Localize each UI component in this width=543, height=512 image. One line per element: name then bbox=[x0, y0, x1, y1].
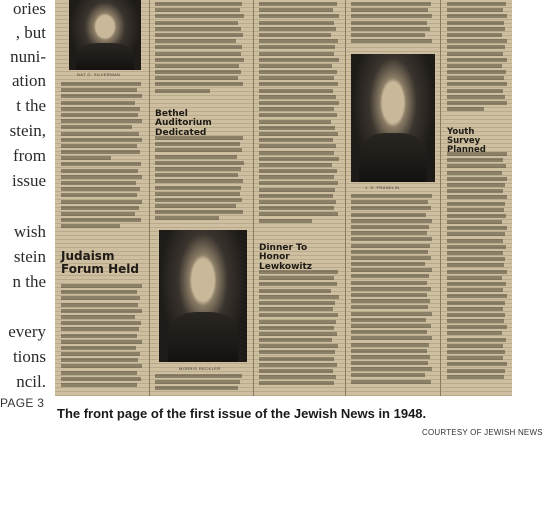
page-number: PAGE 3 bbox=[0, 396, 45, 410]
article-body bbox=[351, 194, 435, 396]
photo-credit: COURTESY OF JEWISH NEWS bbox=[422, 428, 543, 437]
headline-dinner-lewkowitz: Dinner To Honor Lewkowitz bbox=[259, 243, 313, 272]
article-body bbox=[259, 270, 341, 396]
article-body bbox=[61, 82, 145, 244]
portrait-photo bbox=[159, 230, 247, 362]
photo-caption: The front page of the first issue of the Jewish News in 1948. bbox=[57, 406, 427, 421]
newspaper-photo bbox=[55, 0, 512, 396]
text-line: every bbox=[8, 322, 46, 341]
text-line: ories bbox=[12, 0, 46, 18]
article-body bbox=[351, 2, 435, 50]
column-rule bbox=[149, 0, 150, 396]
article-body bbox=[155, 2, 247, 102]
text-line: from bbox=[12, 146, 46, 165]
portrait-photo bbox=[69, 0, 141, 70]
text-line: wish bbox=[13, 222, 46, 241]
column-rule bbox=[440, 0, 441, 396]
portrait-caption: J. S. FRANKLIN bbox=[365, 185, 400, 190]
article-body bbox=[447, 152, 509, 396]
article-body bbox=[61, 284, 145, 396]
portrait-caption: NAT G. SILVERMAN bbox=[77, 72, 121, 77]
text-line: ncil. bbox=[16, 372, 46, 391]
text-line: ation bbox=[12, 71, 46, 90]
column-rule bbox=[345, 0, 346, 396]
article-body bbox=[155, 374, 247, 396]
text-line: t the bbox=[16, 96, 46, 115]
headline-judaism-forum: Judaism Forum Held bbox=[61, 249, 139, 276]
portrait-photo bbox=[351, 54, 435, 182]
portrait-caption: MORRIS RECKLER bbox=[179, 366, 221, 371]
text-line: nuni- bbox=[10, 47, 46, 66]
text-line: issue bbox=[12, 171, 46, 190]
column-rule bbox=[253, 0, 254, 396]
article-body bbox=[447, 2, 509, 122]
headline-bethel-auditorium: Bethel Auditorium Dedicated bbox=[155, 109, 212, 138]
text-line: , but bbox=[15, 23, 46, 42]
article-body bbox=[259, 2, 341, 238]
text-line: stein, bbox=[9, 121, 46, 140]
text-line: n the bbox=[12, 272, 46, 291]
headline-youth-survey: Youth Survey Planned bbox=[447, 127, 486, 155]
article-text-column bbox=[0, 0, 50, 420]
text-line: stein bbox=[13, 247, 46, 266]
text-line: tions bbox=[12, 347, 46, 366]
article-body bbox=[155, 136, 247, 228]
